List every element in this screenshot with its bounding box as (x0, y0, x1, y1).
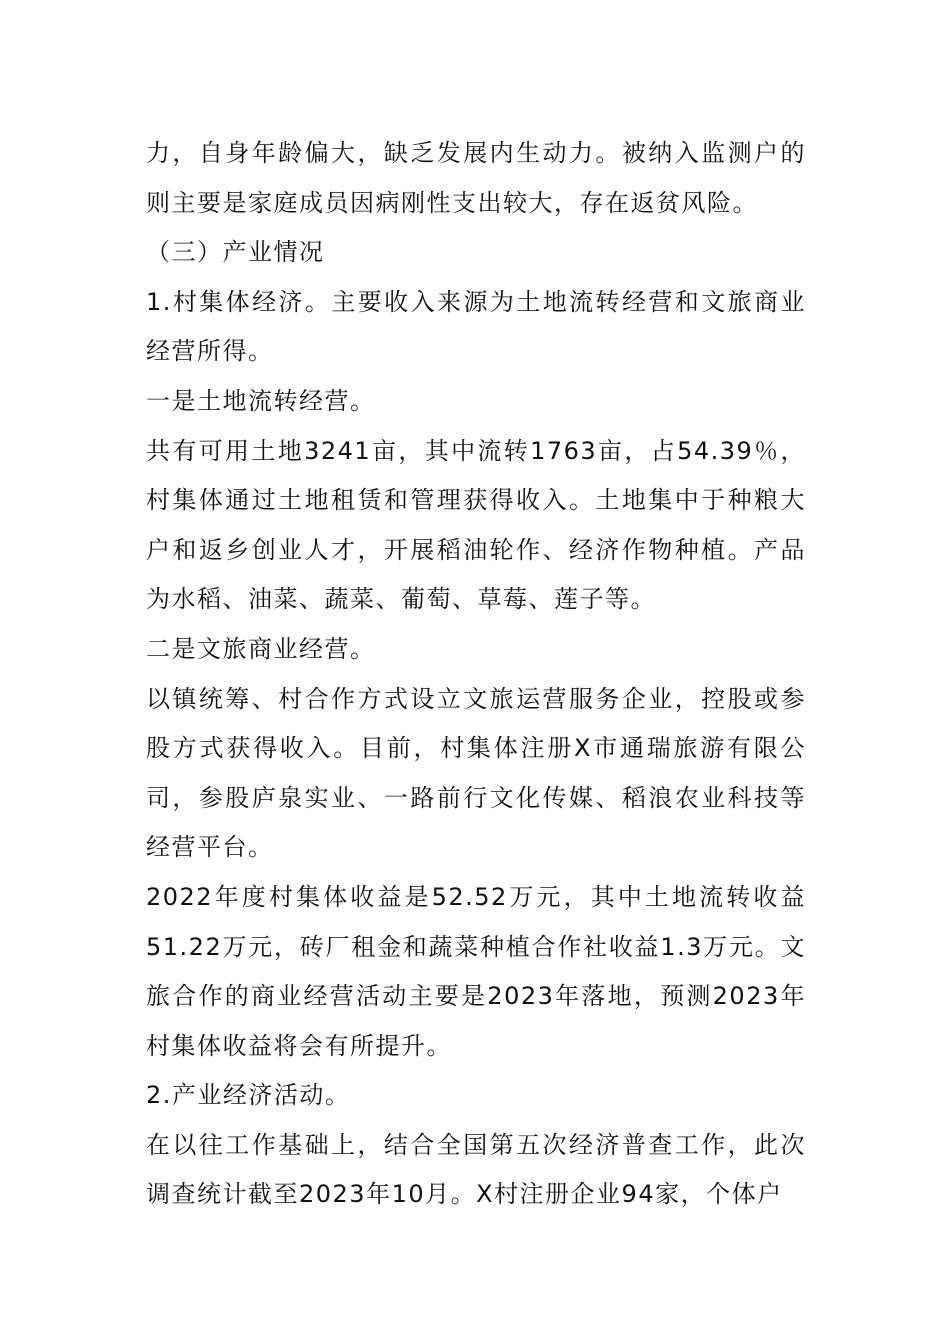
subheading-land-transfer: 一是土地流转经营。 (146, 386, 376, 415)
paragraph-land-transfer: 共有可用土地3241亩，其中流转1763亩，占54.39％，村集体通过土地租赁和管理获得收入。土地集中于种粮大户和返乡创业人才，开展稻油轮作、经济作物种植。产品为水稻、油菜、蔬菜、葡萄、草莓、莲子等。 (146, 436, 806, 614)
document-body (146, 129, 806, 1220)
paragraph-continuation: 力，自身年龄偏大，缺乏发展内生动力。被纳入监测户的则主要是家庭成员因病刚性支出较大，存在返贫风险。 (146, 139, 806, 217)
subheading-industrial-activity: 2.产业经济活动。 (146, 1081, 351, 1110)
section-heading-industry: （三）产业情况 (146, 238, 325, 267)
paragraph-village-collective-economy: 1.村集体经济。主要收入来源为土地流转经营和文旅商业经营所得。 (146, 287, 806, 366)
paragraph-cultural-tourism: 以镇统筹、村合作方式设立文旅运营服务企业，控股或参股方式获得收入。目前，村集体注册X市通瑞旅游有限公司，参股庐泉实业、一路前行文化传媒、稻浪农业科技等经营平台。 (146, 684, 806, 862)
paragraph-census-survey: 在以往工作基础上，结合全国第五次经济普查工作，此次调查统计截至2023年10月。X村注册企业94家，个体户 (146, 1130, 806, 1209)
paragraph-2022-income: 2022年度村集体收益是52.52万元，其中土地流转收益51.22万元，砖厂租金和蔬菜种植合作社收益1.3万元。文旅合作的商业经营活动主要是2023年落地，预测2023年村集体收益将会有所提升。 (146, 882, 806, 1060)
subheading-cultural-tourism: 二是文旅商业经营。 (146, 634, 376, 663)
